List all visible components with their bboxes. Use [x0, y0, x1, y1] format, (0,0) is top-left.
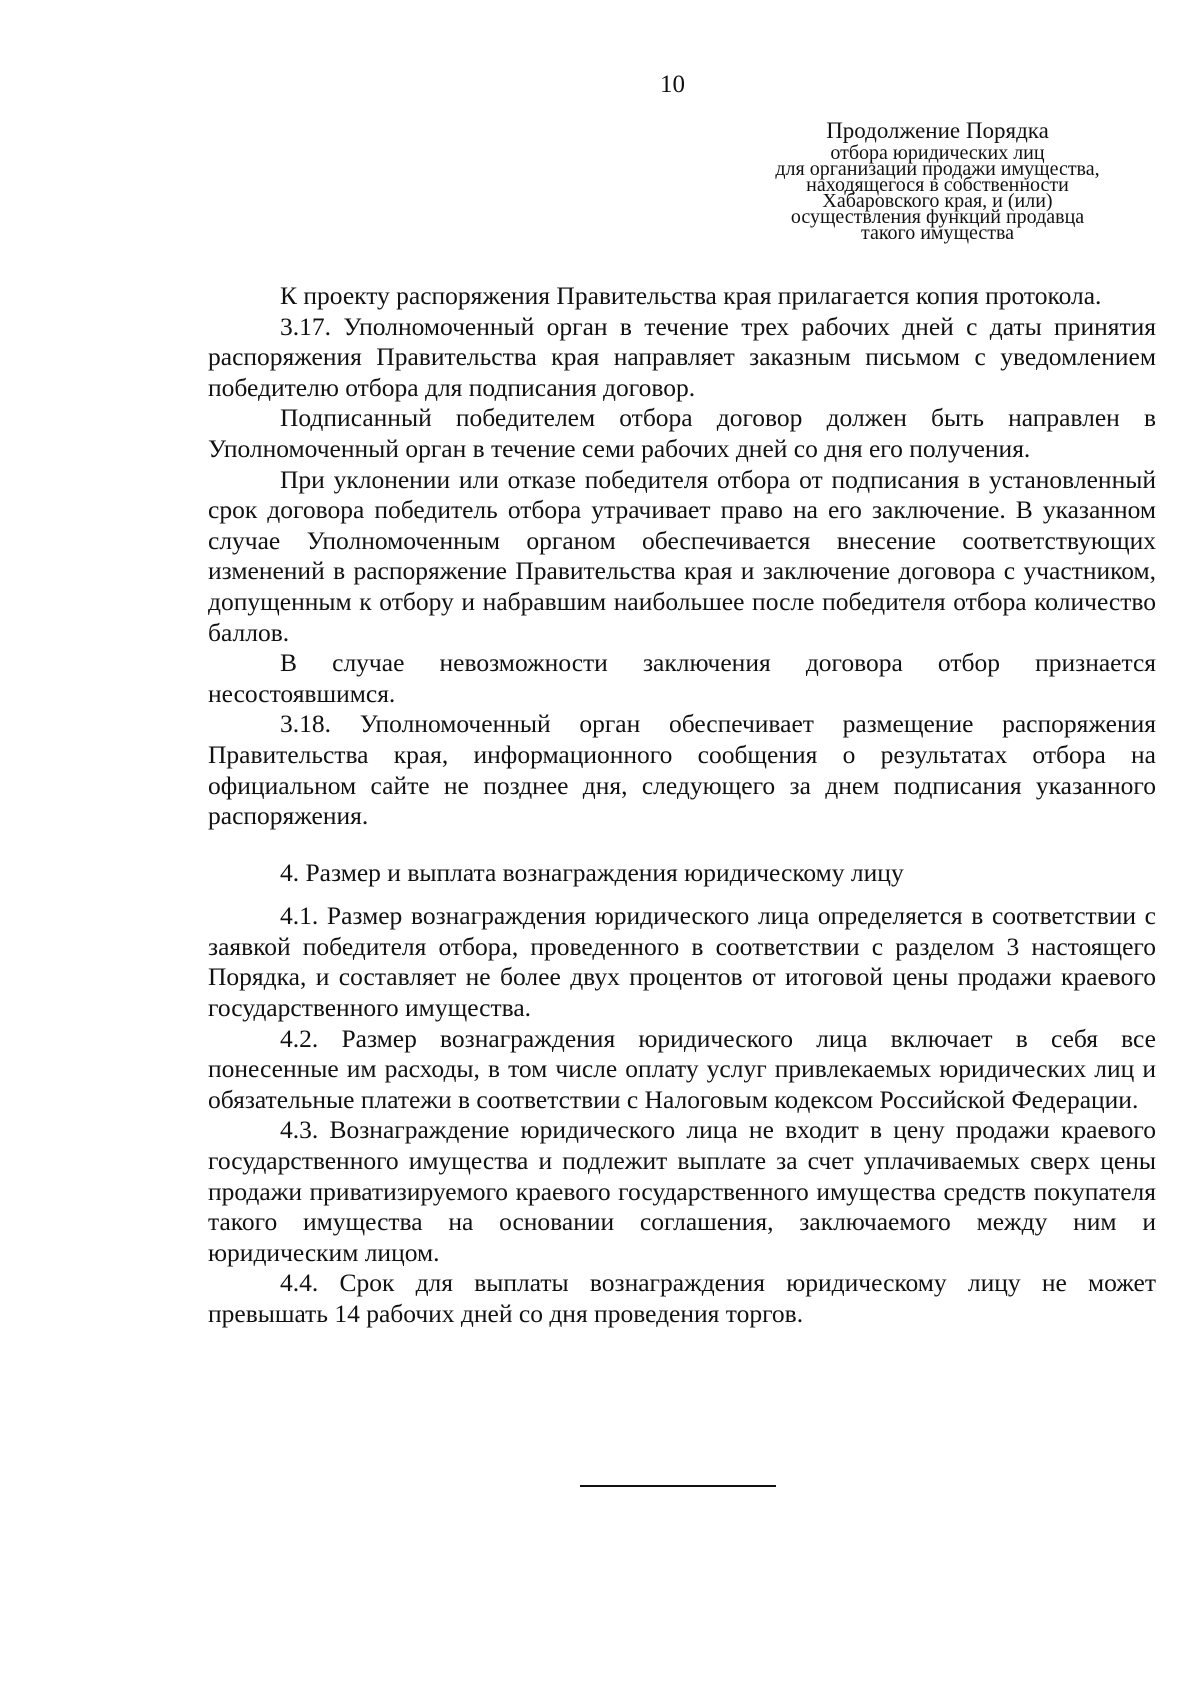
header-line: Хабаровского края, и (или): [822, 190, 1053, 212]
paragraph-protocol-copy: К проекту распоряжения Правительства края прилагается копия протокола.: [280, 281, 1102, 310]
paragraph-failed-selection: В случае невозможности заключения договора отбор признается несостоявшимся.: [208, 648, 1156, 708]
page-number: 10: [660, 71, 685, 98]
paragraph-refusal: При уклонении или отказе победителя отбора от подписания в установленный срок договора победитель отбора утрачивает право на его заключение. В указанном случае Уполномоченным органом обеспечивается внесение соответствующих изменений в распоряжение Правительства края и заключение договора с участником, допущенным к отбору и набравшим наибольшее после победителя отбора количество баллов.: [208, 464, 1156, 647]
header-line: осуществления функций продавца: [790, 206, 1085, 228]
continuation-header: [740, 117, 1135, 244]
section-heading: 4. Размер и выплата вознаграждения юридическому лицу: [280, 857, 904, 887]
header-line: такого имущества: [860, 222, 1015, 244]
paragraph-signed-contract: Подписанный победителем отбора договор должен быть направлен в Уполномоченный орган в течение семи рабочих дней со дня его получения.: [208, 403, 1156, 463]
header-line: отбора юридических лиц: [830, 142, 1045, 164]
paragraph-3-17: 3.17. Уполномоченный орган в течение трех рабочих дней с даты принятия распоряжения Правительства края направляет заказным письмом с уведомлением победителю отбора для подписания договор.: [208, 311, 1156, 402]
paragraph-4-2: 4.2. Размер вознаграждения юридического лица включает в себя все понесенные им расходы, в том числе оплату услуг привлекаемых юридических лиц и обязательные платежи в соответствии с Налоговым кодексом Российской Федерации.: [208, 1023, 1156, 1114]
paragraph-4-3: 4.3. Вознаграждение юридического лица не входит в цену продажи краевого государственного имущества и подлежит выплате за счет уплачиваемых сверх цены продажи приватизируемого краевого государственного имущества средств покупателя такого имущества на основании соглашения, заключаемого между ним и юридическим лицом.: [208, 1115, 1156, 1267]
paragraph-4-4: 4.4. Срок для выплаты вознаграждения юридическому лицу не может превышать 14 рабочих дней со дня проведения торгов.: [208, 1268, 1156, 1328]
header-line: находящегося в собственности: [806, 174, 1069, 196]
end-divider: [580, 1485, 776, 1487]
header-line: для организации продажи имущества,: [775, 158, 1100, 180]
paragraph-3-18: 3.18. Уполномоченный орган обеспечивает размещение распоряжения Правительства края, информационного сообщения о результатах отбора на официальном сайте не позднее дня, следующего за днем подписания указанного распоряжения.: [208, 709, 1156, 831]
paragraph-4-1: 4.1. Размер вознаграждения юридического лица определяется в соответствии с заявкой победителя отбора, проведенного в соответствии с разделом 3 настоящего Порядка, и составляет не более двух процентов от итоговой цены продажи краевого государственного имущества.: [208, 901, 1156, 1023]
header-title: Продолжение Порядка: [826, 118, 1049, 143]
document-body: [208, 281, 1156, 1330]
